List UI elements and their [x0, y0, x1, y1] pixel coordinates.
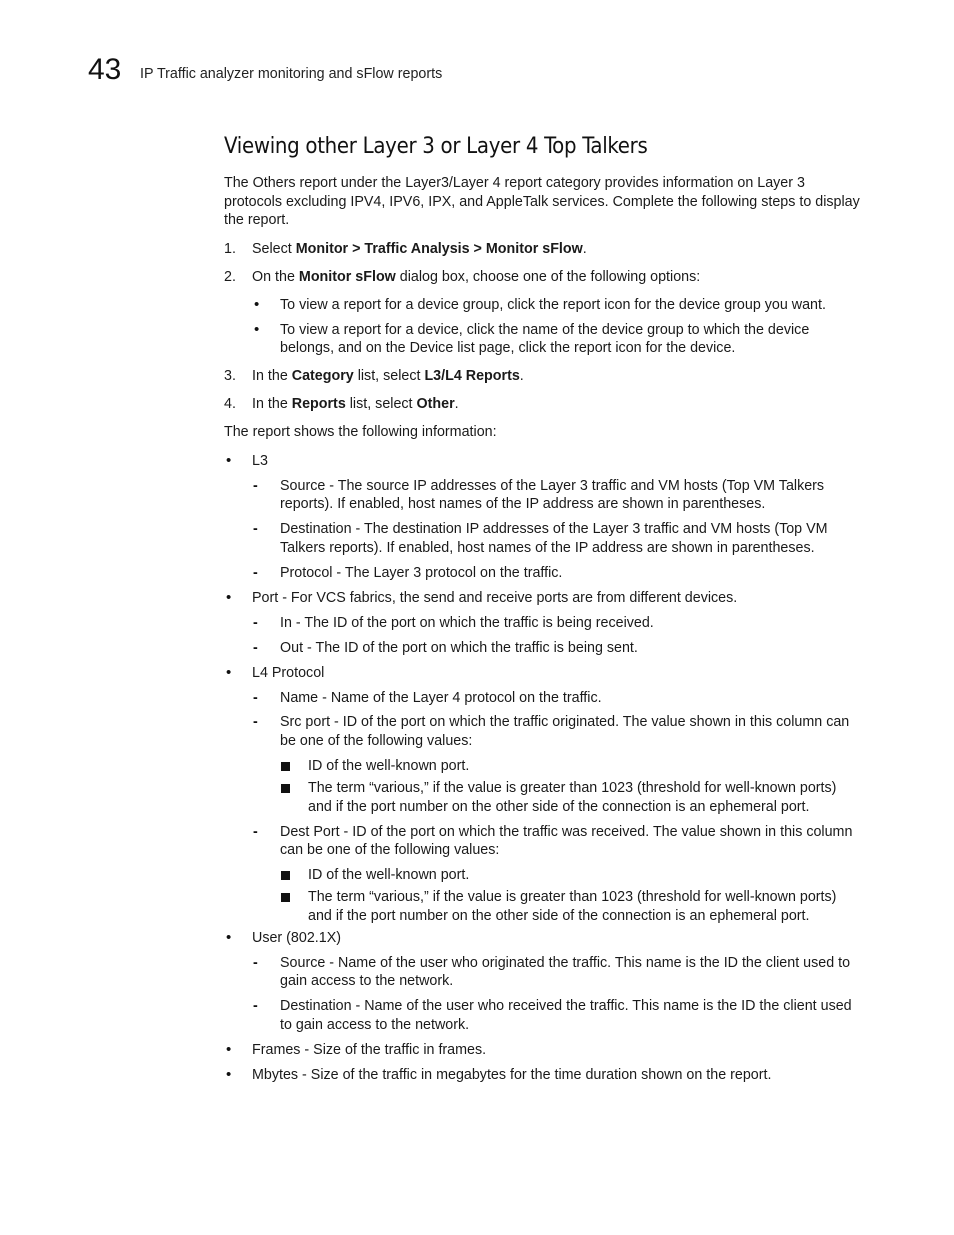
dash-icon: - [253, 521, 258, 537]
l3-protocol: Protocol - The Layer 3 protocol on the traffic. [280, 565, 563, 581]
port-out: Out - The ID of the port on which the traffic is being sent. [280, 640, 638, 656]
intro-line: The Others report under the Layer3/Layer 4 report category provides information on Layer 3 [224, 175, 805, 191]
step-number: 1. [224, 241, 236, 257]
step-2 [252, 268, 700, 287]
step-text: list, select [353, 368, 425, 384]
chapter-number: 43 [88, 53, 122, 86]
option-line: belongs, and on the Device list page, click the report icon for the device. [280, 340, 736, 356]
ui-term: Monitor sFlow [298, 269, 396, 285]
dash-icon: - [253, 640, 258, 656]
l4-src-port: be one of the following values: [280, 733, 473, 749]
step-text: In the [252, 396, 292, 412]
l3-source: reports). If enabled, host names of the IP address are shown in parentheses. [280, 496, 766, 512]
option-line: To view a report for a device, click the name of the device group to which the device [280, 322, 810, 338]
port-in: In - The ID of the port on which the traffic is being received. [280, 615, 654, 631]
dash-icon: - [253, 565, 258, 581]
square-bullet-icon [281, 893, 290, 902]
dest-value: and if the port number on the other side of the connection is an ephemeral port. [308, 908, 810, 924]
user-destination: to gain access to the network. [280, 1017, 470, 1033]
ui-term: Category [291, 368, 354, 384]
ui-term: L3/L4 Reports [424, 368, 520, 384]
square-bullet-icon [281, 871, 290, 880]
ui-term: Other [416, 396, 455, 412]
step-text: . [519, 368, 524, 384]
info-item-l3: L3 [252, 453, 268, 469]
dash-icon: - [253, 824, 258, 840]
step-text: . [454, 396, 459, 412]
user-destination: Destination - Name of the user who received the traffic. This name is the ID the client used [280, 998, 852, 1014]
info-intro: The report shows the following information: [224, 424, 497, 440]
info-item-mbytes: Mbytes - Size of the traffic in megabytes for the time duration shown on the report. [252, 1067, 772, 1083]
step-number: 4. [224, 396, 236, 412]
step-4 [252, 395, 459, 414]
step-number: 2. [224, 269, 236, 285]
user-source: Source - Name of the user who originated the traffic. This name is the ID the client used to [280, 955, 851, 971]
step-text: On the [252, 269, 299, 285]
ui-term: Reports [291, 396, 346, 412]
l4-dest-port: Dest Port - ID of the port on which the traffic was received. The value shown in this column [280, 824, 853, 840]
bullet-icon: • [226, 1066, 232, 1083]
step-text: Select [252, 241, 296, 257]
square-bullet-icon [281, 762, 290, 771]
dash-icon: - [253, 714, 258, 730]
dash-icon: - [253, 955, 258, 971]
section-title: Viewing other Layer 3 or Layer 4 Top Talkers [224, 134, 648, 159]
info-item-frames: Frames - Size of the traffic in frames. [252, 1042, 487, 1058]
bullet-icon: • [226, 664, 232, 681]
dash-icon: - [253, 690, 258, 706]
step-number: 3. [224, 368, 236, 384]
bullet-icon: • [226, 929, 232, 946]
bullet-icon: • [254, 321, 260, 338]
dash-icon: - [253, 615, 258, 631]
bullet-icon: • [226, 452, 232, 469]
bullet-icon: • [254, 296, 260, 313]
dest-value: ID of the well-known port. [308, 867, 470, 883]
step-3 [252, 367, 524, 386]
user-source: gain access to the network. [280, 973, 454, 989]
src-value: The term “various,” if the value is greater than 1023 (threshold for well-known ports) [308, 780, 837, 796]
ui-path: Monitor > Traffic Analysis > Monitor sFlow [295, 241, 583, 257]
l4-name: Name - Name of the Layer 4 protocol on the traffic. [280, 690, 602, 706]
intro-line: the report. [224, 212, 290, 228]
step-text: dialog box, choose one of the following options: [395, 269, 701, 285]
l3-destination: Talkers reports). If enabled, host names of the IP address are shown in parentheses. [280, 540, 815, 556]
src-value: ID of the well-known port. [308, 758, 470, 774]
l3-source: Source - The source IP addresses of the Layer 3 traffic and VM hosts (Top VM Talkers [280, 478, 825, 494]
option-line: To view a report for a device group, click the report icon for the device group you want. [280, 297, 826, 313]
step-text: list, select [345, 396, 417, 412]
dest-value: The term “various,” if the value is greater than 1023 (threshold for well-known ports) [308, 889, 837, 905]
step-1 [252, 240, 587, 259]
step-text: In the [252, 368, 292, 384]
src-value: and if the port number on the other side of the connection is an ephemeral port. [308, 799, 810, 815]
intro-line: protocols excluding IPV4, IPV6, IPX, and AppleTalk services. Complete the following steps to display [224, 194, 860, 210]
square-bullet-icon [281, 784, 290, 793]
l3-destination: Destination - The destination IP addresses of the Layer 3 traffic and VM hosts (Top VM [280, 521, 828, 537]
chapter-title: IP Traffic analyzer monitoring and sFlow reports [140, 66, 443, 82]
info-item-user: User (802.1X) [252, 930, 341, 946]
info-item-l4: L4 Protocol [252, 665, 325, 681]
bullet-icon: • [226, 589, 232, 606]
dash-icon: - [253, 478, 258, 494]
dash-icon: - [253, 998, 258, 1014]
step-text: . [582, 241, 587, 257]
l4-src-port: Src port - ID of the port on which the traffic originated. The value shown in this column can [280, 714, 850, 730]
info-item-port: Port - For VCS fabrics, the send and receive ports are from different devices. [252, 590, 738, 606]
l4-dest-port: can be one of the following values: [280, 842, 500, 858]
bullet-icon: • [226, 1041, 232, 1058]
